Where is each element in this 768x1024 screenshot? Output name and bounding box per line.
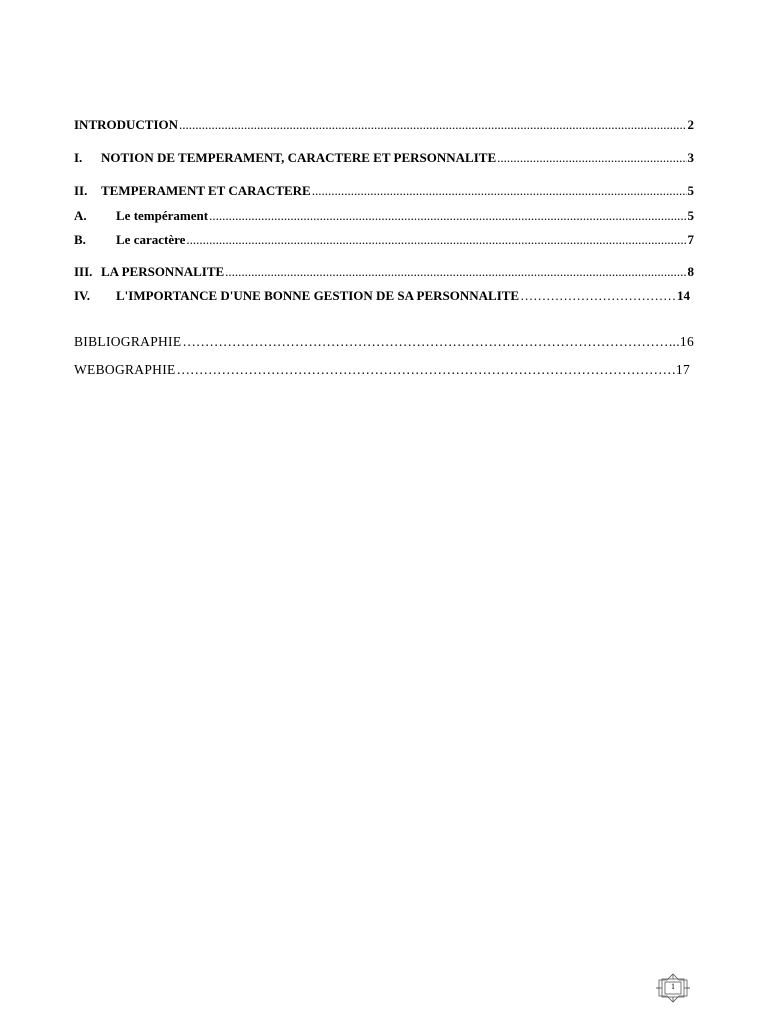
toc-entry-title: BIBLIOGRAPHIE <box>74 334 182 349</box>
toc-entry-title: INTRODUCTION <box>74 117 179 132</box>
toc-entry-page: 5 <box>687 208 694 223</box>
toc-entry-webographie[interactable] <box>74 362 690 378</box>
toc-entry-page: 14 <box>677 288 690 303</box>
toc-leader-dots <box>186 232 686 248</box>
toc-entry-page: 3 <box>687 150 694 165</box>
toc-entry-title: Le caractère <box>116 232 186 247</box>
toc-entry-title: TEMPERAMENT ET CARACTERE <box>101 183 311 198</box>
toc-entry-page: 7 <box>687 232 694 247</box>
toc-leader-dots <box>520 288 676 304</box>
toc-leader-dots <box>209 208 686 224</box>
toc-entry-section-1[interactable] <box>74 150 694 166</box>
page-number-badge <box>655 973 691 1003</box>
toc-entry-section-2[interactable] <box>74 183 694 199</box>
toc-leader-dots <box>497 150 686 166</box>
toc-entry-page: 2 <box>687 117 694 132</box>
toc-entry-title: LA PERSONNALITE <box>101 264 225 279</box>
toc-entry-section-4[interactable] <box>74 288 690 304</box>
toc-entry-number: II. <box>74 183 88 198</box>
toc-entry-section-3[interactable] <box>74 264 694 280</box>
page-number: 1 <box>671 982 675 991</box>
toc-leader-dots <box>312 183 687 199</box>
toc-leader-dots <box>177 362 675 378</box>
toc-entry-page: 17 <box>675 362 690 377</box>
toc-leader-dots <box>179 117 686 133</box>
toc-entry-number: III. <box>74 264 93 279</box>
toc-leader-dots <box>182 334 671 350</box>
toc-entry-introduction[interactable] <box>74 117 694 133</box>
toc-entry-section-2a[interactable] <box>74 208 694 224</box>
toc-entry-title: Le tempérament <box>116 208 209 223</box>
toc-entry-page: 5 <box>687 183 694 198</box>
toc-entry-section-2b[interactable] <box>74 232 694 248</box>
toc-entry-page: 8 <box>687 264 694 279</box>
toc-entry-bibliographie[interactable] <box>74 334 694 350</box>
toc-entry-number: A. <box>74 208 87 223</box>
toc-entry-number: I. <box>74 150 83 165</box>
toc-entry-number: IV. <box>74 288 91 303</box>
toc-entry-number: B. <box>74 232 86 247</box>
toc-entry-title: NOTION DE TEMPERAMENT, CARACTERE ET PERSONNALITE <box>101 150 497 165</box>
toc-entry-title: L'IMPORTANCE D'UNE BONNE GESTION DE SA PERSONNALITE <box>116 288 520 303</box>
toc-entry-title: WEBOGRAPHIE <box>74 362 176 377</box>
toc-entry-page: ..16 <box>672 334 694 349</box>
toc-leader-dots <box>225 264 686 280</box>
